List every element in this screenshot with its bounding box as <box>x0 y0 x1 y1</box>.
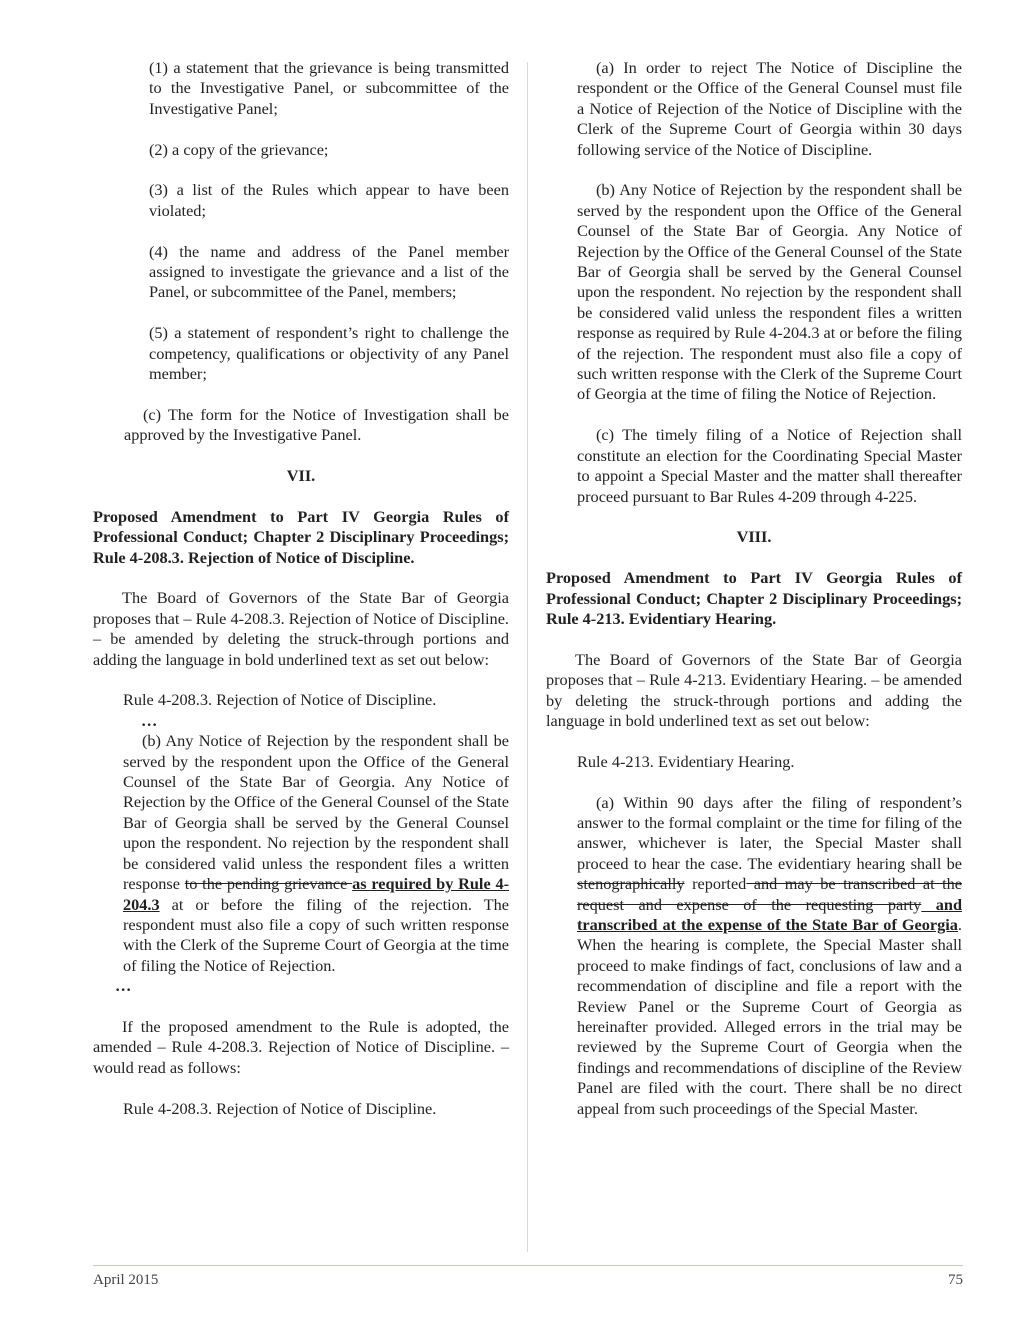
column-divider <box>527 62 528 1252</box>
rule-title-final: Rule 4-208.3. Rejection of Notice of Discipline. <box>123 1098 437 1118</box>
rule-title: Rule 4-213. Evidentiary Hearing. <box>577 751 795 771</box>
text-part: (a) Within 90 days after the filing of respondent’s answer to the formal complaint or the time for filing of the answer, whichever is later, the Special Master shall proceed to hear the case. The evidentiary hearing shall be <box>577 792 962 873</box>
paragraph-b: (b) Any Notice of Rejection by the respondent shall be served by the respondent upon the Office of the General Counsel of the State Bar of Georgia. Any Notice of Rejection by the Office of the General Counsel of the State Bar of Georgia shall be served by the General Counsel upon the respondent. No rejection by the respondent shall be considered valid unless the respondent files a written response as required by Rule 4-204.3 at or before the filing of the rejection. The respondent must also file a copy of such written response with the Clerk of the Supreme Court of Georgia at the time of filing the Notice of Rejection. <box>577 180 962 404</box>
section-heading-viii: Proposed Amendment to Part IV Georgia Rules of Professional Conduct; Chapter 2 Disciplinary Proceedings; Rule 4-213. Evidentiary Hearing. <box>546 568 962 628</box>
text-part: at or before the filing of the rejection. The respondent must also file a copy of such written response with the Clerk of the Supreme Court of Georgia at the time of filing the Notice of Rejection. <box>123 894 509 975</box>
list-item-2: (2) a copy of the grievance; <box>149 139 329 159</box>
ellipsis-top: … <box>141 710 158 730</box>
footer-rule <box>93 1265 963 1266</box>
amended-paragraph-b <box>93 731 509 976</box>
section-heading-vii: Proposed Amendment to Part IV Georgia Rules of Professional Conduct; Chapter 2 Disciplinary Proceedings; Rule 4-208.3. Rejection of Notice of Discipline. <box>93 506 509 567</box>
intro-paragraph: The Board of Governors of the State Bar of Georgia proposes that – Rule 4-208.3. Rejection of Notice of Discipline. – be amended by deleting the struck-through portions and adding the language in bold underlined text as set out below: <box>93 588 509 669</box>
text-part: reported <box>684 874 747 894</box>
list-item-5: (5) a statement of respondent’s right to challenge the competency, qualifications or objectivity of any Panel member; <box>149 323 509 384</box>
paragraph-a: (a) In order to reject The Notice of Discipline the respondent or the Office of the General Counsel must file a Notice of Rejection of the Notice of Discipline with the Clerk of the Supreme Court of Georgia within 30 days following service of the Notice of Discipline. <box>577 58 962 159</box>
page-number: 75 <box>948 1272 963 1288</box>
text-part: (b) Any Notice of Rejection by the respondent shall be served by the respondent upon the Office of the General Counsel of the State Bar of Georgia. Any Notice of Rejection by the Office of the General Counsel of the State Bar of Georgia shall be served by the General Counsel upon the respondent. No rejection by the respondent shall be considered valid unless the respondent files a written response <box>123 731 509 894</box>
paragraph-c: (c) The form for the Notice of Investigation shall be approved by the Investigative Panel. <box>124 404 509 445</box>
footer-date: April 2015 <box>93 1272 159 1288</box>
section-number-viii: VIII. <box>736 527 772 547</box>
struck-text: and may be transcribed at the request and expense of the requesting party <box>577 874 963 914</box>
list-item-1: (1) a statement that the grievance is being transmitted to the Investigative Panel, or subcommittee of the Investigative Panel; <box>149 58 509 118</box>
left-column <box>93 58 509 1119</box>
adopted-paragraph: If the proposed amendment to the Rule is adopted, the amended – Rule 4-208.3. Rejection of Notice of Discipline. – would read as follows: <box>93 1016 509 1077</box>
rule-title: Rule 4-208.3. Rejection of Notice of Discipline. <box>123 690 437 710</box>
text-part: . When the hearing is complete, the Special Master shall proceed to make findings of fact, conclusions of law and a recommendation of discipline and file a report with the Review Panel or the Supreme Court of Georgia as hereinafter provided. Alleged errors in the trial may be reviewed by the Supreme Court of Georgia when the findings and recommendations of discipline of the Review Panel are filed with the court. There shall be no direct appeal from such proceedings of the Special Master. <box>577 914 962 1118</box>
right-column <box>546 58 962 1119</box>
intro-paragraph: The Board of Governors of the State Bar of Georgia proposes that – Rule 4-213. Evidentiary Hearing. – be amended by deleting the struck-through portions and adding the language in bold underlined text as set out below: <box>546 649 962 730</box>
struck-text: stenographically <box>577 874 685 894</box>
ellipsis-bottom: … <box>115 976 132 996</box>
struck-text: to the pending grievance <box>184 874 353 894</box>
inserted-text: and transcribed at the expense of the State Bar of Georgia <box>577 894 962 934</box>
inserted-text: as required by Rule 4-204.3 <box>123 874 510 914</box>
section-number-vii: VII. <box>286 466 316 486</box>
list-item-4: (4) the name and address of the Panel member assigned to investigate the grievance and a list of the Panel, or subcommittee of the Panel, members; <box>149 241 509 302</box>
paragraph-c: (c) The timely filing of a Notice of Rejection shall constitute an election for the Coordinating Special Master to appoint a Special Master and the matter shall thereafter proceed pursuant to Bar Rules 4-209 through 4-225. <box>577 425 962 506</box>
list-item-3: (3) a list of the Rules which appear to have been violated; <box>149 180 509 220</box>
amended-paragraph-a <box>546 793 962 1120</box>
